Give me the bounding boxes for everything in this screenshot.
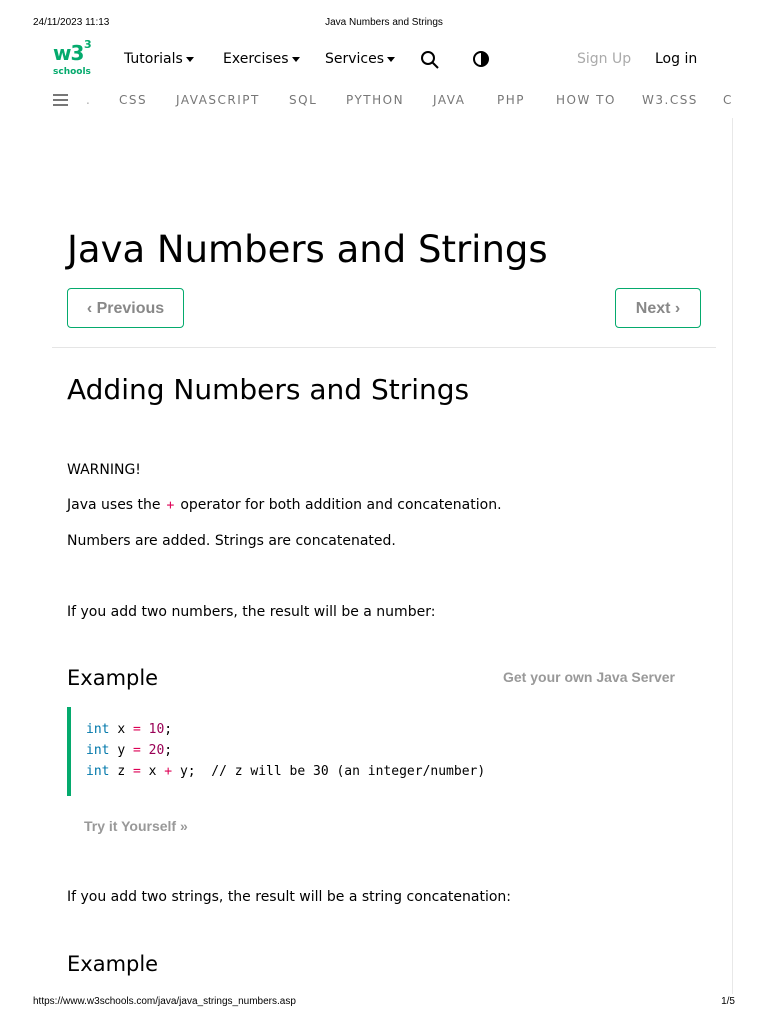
subnav-item-javascript[interactable]: JAVASCRIPT xyxy=(176,93,260,107)
code-line: int z = x + y; // z will be 30 (an integer/number) xyxy=(86,764,486,779)
log-in-link[interactable]: Log in xyxy=(655,51,698,67)
print-header xyxy=(0,17,768,31)
search-icon[interactable] xyxy=(420,50,440,70)
hamburger-menu-icon[interactable] xyxy=(53,94,68,106)
chevron-left-icon: ‹ xyxy=(86,300,93,317)
w3schools-logo[interactable] xyxy=(53,38,95,77)
get-java-server-link[interactable]: Get your own Java Server xyxy=(503,669,675,685)
subnav-item-c[interactable]: C xyxy=(723,93,733,107)
example-heading: Example xyxy=(67,666,159,690)
subnav-item-php[interactable]: PHP xyxy=(497,93,525,107)
code-example xyxy=(67,707,697,796)
next-button[interactable] xyxy=(615,288,701,328)
try-it-yourself-link[interactable]: Try it Yourself » xyxy=(84,818,188,834)
sub-navigation xyxy=(0,90,735,112)
print-url: https://www.w3schools.com/java/java_strings_numbers.asp xyxy=(33,996,296,1007)
section-title: Adding Numbers and Strings xyxy=(67,373,470,406)
caret-down-icon xyxy=(292,57,300,62)
code-line: int x = 10; xyxy=(86,722,173,737)
print-footer xyxy=(0,996,768,1010)
tutorials-menu[interactable] xyxy=(124,51,194,67)
page-title: Java Numbers and Strings xyxy=(67,228,548,271)
caret-down-icon xyxy=(186,57,194,62)
subnav-item-java[interactable]: JAVA xyxy=(433,93,466,107)
logo-schools: schools xyxy=(53,67,91,77)
logo-w3: w3 xyxy=(53,41,84,65)
next-label: Next xyxy=(635,300,671,317)
tutorials-label: Tutorials xyxy=(124,51,183,67)
exercises-menu[interactable] xyxy=(223,51,300,67)
subnav-item-sql[interactable]: SQL xyxy=(289,93,318,107)
divider xyxy=(52,347,716,348)
services-menu[interactable] xyxy=(325,51,395,67)
plus-operator: + xyxy=(166,498,175,513)
exercises-label: Exercises xyxy=(223,51,289,67)
previous-button[interactable] xyxy=(67,288,184,328)
operator-text-post: operator for both addition and concatenation. xyxy=(180,497,502,513)
operator-text-pre: Java uses the xyxy=(67,497,161,513)
warning-text: WARNING! xyxy=(67,462,141,478)
operator-paragraph xyxy=(67,497,502,513)
subnav-item-howto[interactable]: HOW TO xyxy=(556,93,616,107)
example-heading-2: Example xyxy=(67,952,159,976)
subnav-item-w3css[interactable]: W3.CSS xyxy=(642,93,698,107)
chevron-right-icon: › xyxy=(674,300,681,317)
services-label: Services xyxy=(325,51,385,67)
caret-down-icon xyxy=(387,57,395,62)
logo-sup: 3 xyxy=(84,38,92,51)
code-line: int y = 20; xyxy=(86,743,173,758)
subnav-dot: . xyxy=(86,93,92,107)
print-datetime: 24/11/2023 11:13 xyxy=(33,17,110,28)
print-doc-title: Java Numbers and Strings xyxy=(325,17,443,28)
subnav-item-python[interactable]: PYTHON xyxy=(346,93,405,107)
added-paragraph: Numbers are added. Strings are concatenated. xyxy=(67,533,396,549)
top-navigation xyxy=(0,38,735,82)
contrast-icon[interactable] xyxy=(472,50,492,70)
subnav-item-css[interactable]: CSS xyxy=(119,93,148,107)
print-page-number: 1/5 xyxy=(721,996,735,1007)
strings-intro: If you add two strings, the result will be a string concatenation: xyxy=(67,889,511,905)
numbers-intro: If you add two numbers, the result will be a number: xyxy=(67,604,436,620)
scrollbar-track[interactable] xyxy=(732,118,733,994)
sign-up-link[interactable]: Sign Up xyxy=(577,51,632,67)
previous-label: Previous xyxy=(96,300,165,317)
